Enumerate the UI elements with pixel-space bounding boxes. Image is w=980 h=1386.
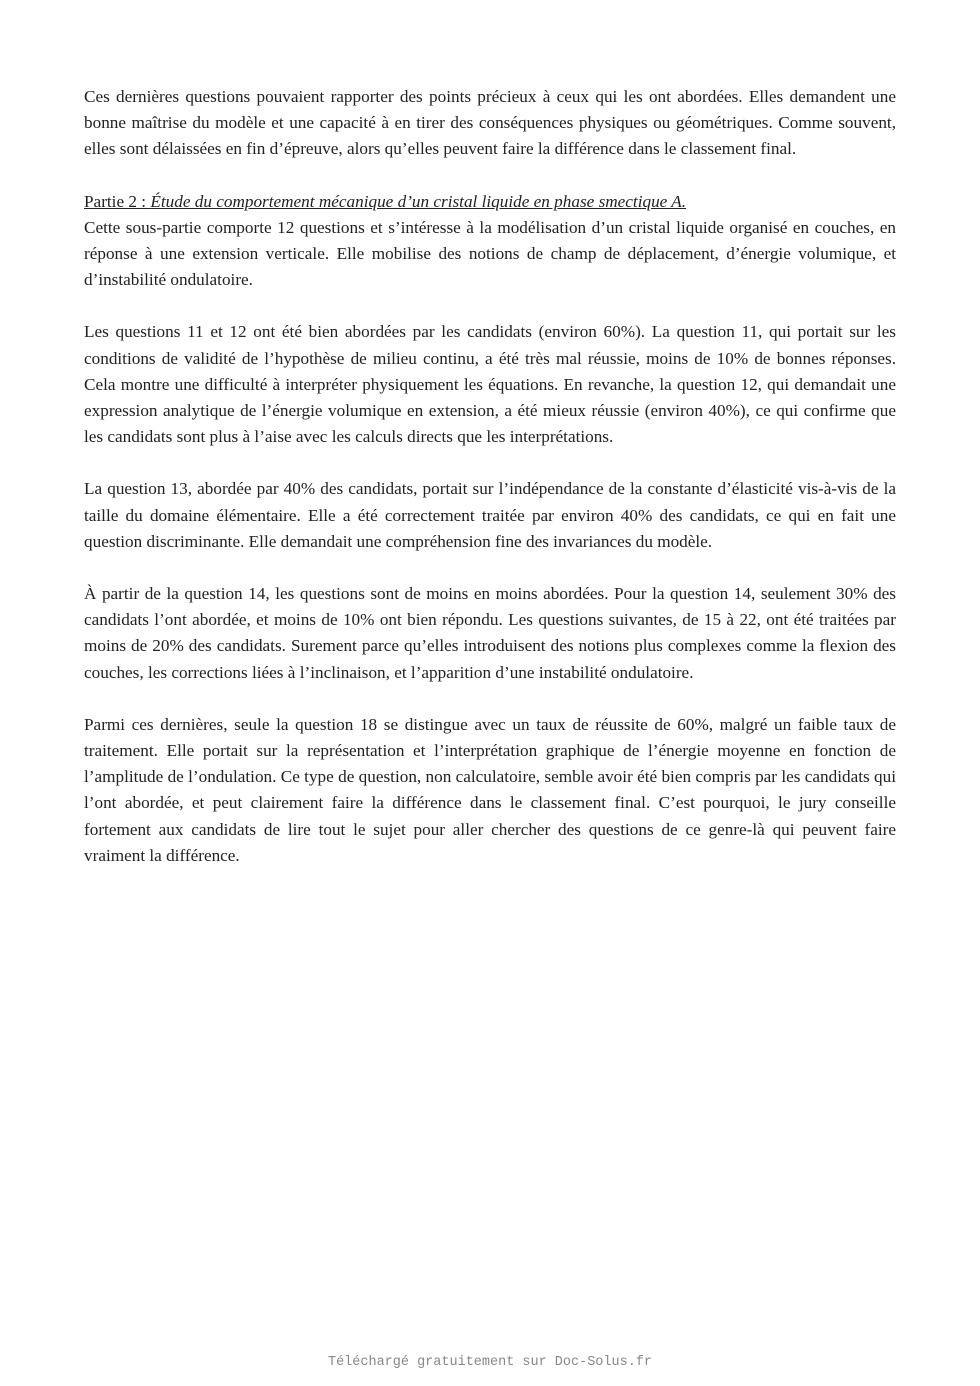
footer-source: Téléchargé gratuitement sur Doc-Solus.fr <box>327 1355 653 1370</box>
paragraph: Parmi ces dernières, seule la question 18 se distingue avec un taux de réussite de 60%, malgré un faible taux de traitement. Elle portait sur la représentation et l’interprétation graphique de l’énergie moyenne en fonction de l’amplitude de l’ondulation. Ce type de question, non calculatoire, semble avoir été bien compris par les candidats qui l’ont abordée, et peut clairement faire la différence dans le classement final. C’est pourquoi, le jury conseille fortement aux candidats de lire tout le sujet pour aller chercher des questions de ce genre-là qui peuvent faire vraiment la différence. <box>84 714 896 865</box>
paragraph: À partir de la question 14, les questions sont de moins en moins abordées. Pour la question 14, seulement 30% des candidats l’ont abordée, et moins de 10% ont bien répondu. Les questions suivantes, de 15 à 22, ont été traitées par moins de 20% des candidats. Surement parce qu’elles introduisent des notions plus complexes comme la flexion des couches, les corrections liées à l’inclinaison, et l’apparition d’une instabilité ondulatoire. <box>84 584 896 682</box>
paragraph-intro: Ces dernières questions pouvaient rapporter des points précieux à ceux qui les ont abordées. Elles demandent une bonne maîtrise du modèle et une capacité à en tirer des conséquences physiques ou géométriques. Comme souvent, elles sont délaissées en fin d’épreuve, alors qu’elles peuvent faire la différence dans le classement final. <box>84 87 896 159</box>
paragraph: La question 13, abordée par 40% des candidats, portait sur l’indépendance de la constante d’élasticité vis-à-vis de la taille du domaine élémentaire. Elle a été correctement traitée par environ 40% des candidats, ce qui en fait une question discriminante. Elle demandait une compréhension fine des invariances du modèle. <box>84 479 896 551</box>
section-title: Étude du comportement mécanique d’un cristal liquide en phase smectique A. <box>150 191 687 211</box>
document-page <box>84 84 896 895</box>
paragraph: Les questions 11 et 12 ont été bien abordées par les candidats (environ 60%). La question 11, qui portait sur les conditions de validité de l’hypothèse de milieu continu, a été très mal réussie, moins de 10% de bonnes réponses. Cela montre une difficulté à interpréter physiquement les équations. En revanche, la question 12, qui demandait une expression analytique de l’énergie volumique en extension, a été mieux réussie (environ 40%), ce qui confirme que les candidats sont plus à l’aise avec les calculs directs que les interprétations. <box>84 322 896 447</box>
section-heading <box>84 189 896 215</box>
section-intro: Cette sous-partie comporte 12 questions et s’intéresse à la modélisation d’un cristal liquide organisé en couches, en réponse à une extension verticale. Elle mobilise des notions de champ de déplacement, d’énergie volumique, et d’instabilité ondulatoire. <box>84 217 896 290</box>
section-label: Partie 2 : <box>84 191 151 211</box>
